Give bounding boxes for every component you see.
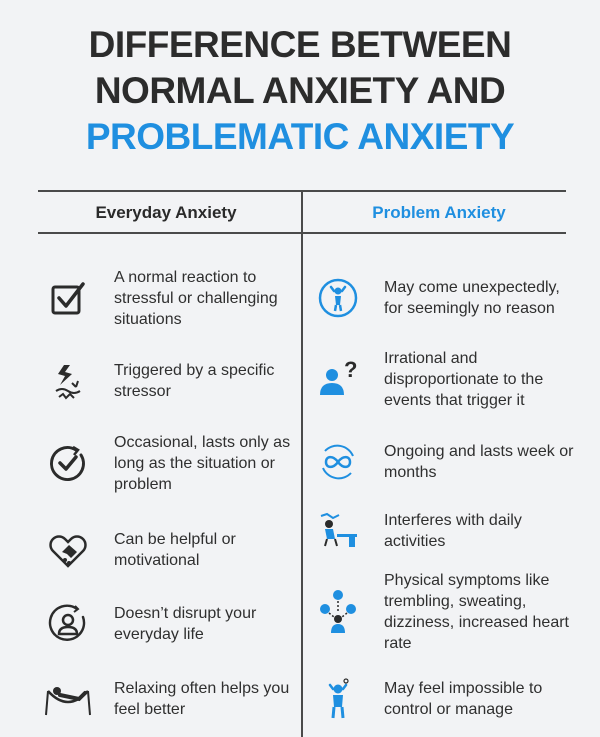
hammock-icon [44, 675, 92, 723]
problem-item-6 [314, 673, 574, 725]
problem-item-2 [314, 346, 574, 412]
everyday-item-5-text: Doesn’t disrupt your everyday life [114, 605, 257, 643]
distressed-person-circle-icon [314, 274, 362, 322]
overwhelmed-person-icon [314, 675, 362, 723]
title-line-2: NORMAL ANXIETY AND [94, 70, 506, 111]
lightning-stress-icon [44, 357, 92, 405]
problem-item-3-text: Ongoing and lasts week or months [384, 443, 574, 481]
problem-item-4-text: Interferes with daily activities [384, 512, 522, 550]
person-in-circle-icon [44, 600, 92, 648]
everyday-item-2-text: Triggered by a specific stressor [114, 362, 275, 400]
title-line-3: PROBLEMATIC ANXIETY [85, 116, 515, 157]
everyday-item-3-text: Occasional, lasts only as long as the situation or problem [114, 433, 291, 493]
checkbox-icon [44, 274, 92, 322]
problem-item-2-text: Irrational and disproportionate to the events that trigger it [384, 349, 544, 409]
column-divider [301, 190, 303, 737]
everyday-item-5 [44, 598, 294, 650]
problem-item-1 [314, 265, 574, 331]
page-title [0, 22, 600, 160]
everyday-item-6-text: Relaxing often helps you feel better [114, 680, 290, 718]
dizzy-person-icon [314, 588, 362, 636]
person-question-icon [314, 355, 362, 403]
problem-item-1-text: May come unexpectedly, for seemingly no reason [384, 279, 560, 317]
problem-item-5 [314, 570, 574, 654]
svg-text:?: ? [344, 359, 358, 382]
everyday-anxiety-header: Everyday Anxiety [95, 203, 237, 222]
infinity-loop-icon [314, 438, 362, 486]
problem-item-4 [314, 505, 574, 557]
problem-item-3 [314, 436, 574, 488]
everyday-item-1 [44, 265, 294, 331]
everyday-item-4 [44, 524, 294, 576]
problem-anxiety-header: Problem Anxiety [372, 203, 506, 222]
everyday-item-1-text: A normal reaction to stressful or challenging situations [114, 268, 278, 328]
everyday-item-6 [44, 673, 294, 725]
everyday-item-2 [44, 355, 294, 407]
everyday-item-3 [44, 430, 294, 496]
heart-handshake-icon [44, 526, 92, 574]
problem-item-5-text: Physical symptoms like trembling, sweating, dizziness, increased heart rate [384, 572, 569, 652]
clock-check-icon [44, 439, 92, 487]
title-line-1: DIFFERENCE BETWEEN [88, 24, 512, 65]
problem-item-6-text: May feel impossible to control or manage [384, 680, 543, 718]
everyday-item-4-text: Can be helpful or motivational [114, 531, 236, 569]
desk-worker-icon [314, 507, 362, 555]
